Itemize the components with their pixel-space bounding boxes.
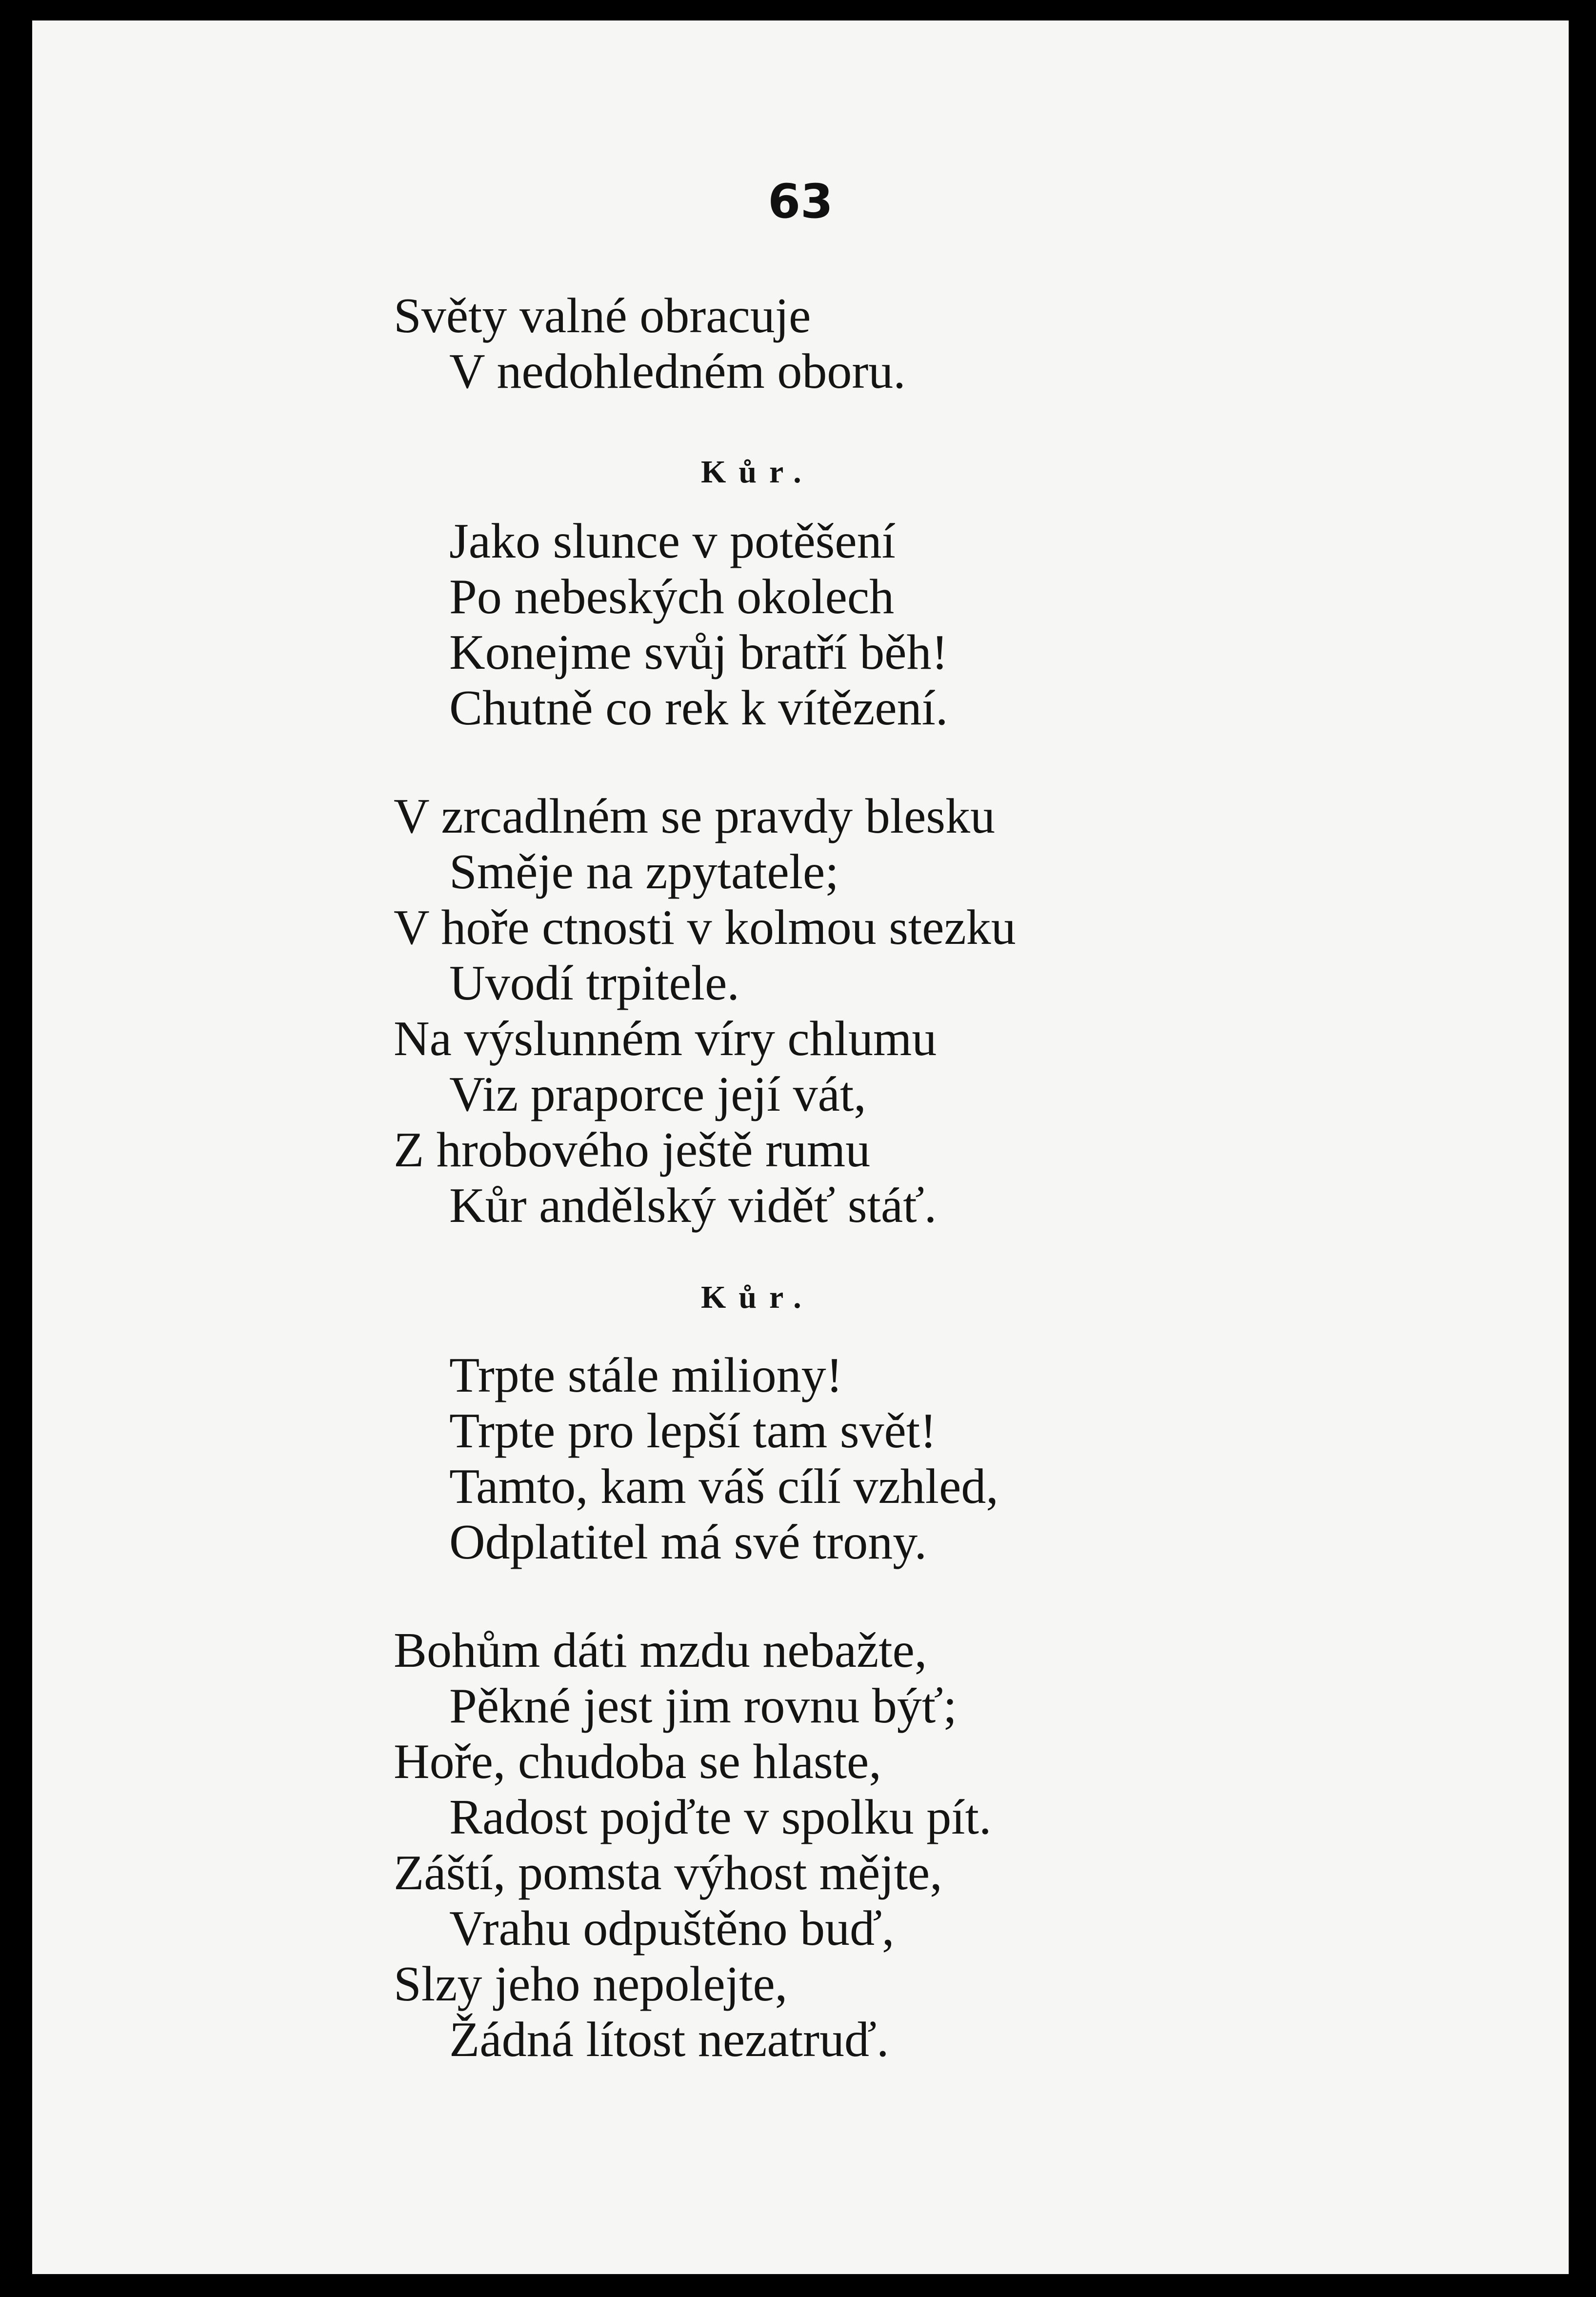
poem-line: V nedohledném oboru.	[449, 344, 906, 399]
poem-line: Chutně co rek k vítězení.	[449, 680, 948, 736]
poem-line: Viz praporce její vát,	[449, 1067, 866, 1122]
poem-line: Radost pojďte v spolku pít.	[449, 1790, 992, 1845]
poem-line: Jako slunce v potěšení	[449, 514, 896, 569]
page-number: 63	[768, 174, 833, 229]
poem-line: Trpte stále miliony!	[449, 1348, 843, 1403]
poem-line: V zrcadlném se pravdy blesku	[394, 789, 996, 844]
poem-line: Žádná lítost nezatruď.	[449, 2012, 889, 2067]
poem-line: Vrahu odpuštěno buď,	[449, 1901, 895, 1956]
poem-line: Hoře, chudoba se hlaste,	[394, 1734, 881, 1789]
poem-line: Z hrobového ještě rumu	[394, 1122, 871, 1178]
poem-line: Tamto, kam váš cílí vzhled,	[449, 1459, 998, 1514]
poem-line: Záští, pomsta výhost mějte,	[394, 1845, 942, 1900]
poem-line: Kůr andělský viděť stáť.	[449, 1178, 937, 1233]
poem	[32, 20, 1569, 2274]
poem-line: Konejme svůj bratří běh!	[449, 625, 948, 680]
poem-line: Světy valné obracuje	[394, 288, 811, 343]
poem-line: Pěkné jest jim rovnu býť;	[449, 1678, 957, 1734]
poem-line: Uvodí trpitele.	[449, 956, 739, 1011]
poem-line: Slzy jeho nepolejte,	[394, 1957, 788, 2012]
poem-line: Bohům dáti mzdu nebažte,	[394, 1623, 927, 1678]
poem-line: Trpte pro lepší tam svět!	[449, 1403, 937, 1458]
poem-line: Směje na zpytatele;	[449, 844, 839, 899]
poem-line: Po nebeských okolech	[449, 569, 895, 624]
book-page	[32, 20, 1569, 2274]
poem-line: Odplatitel má své trony.	[449, 1515, 927, 1570]
chorus-heading: Kůr.	[701, 454, 814, 490]
poem-line: V hoře ctnosti v kolmou stezku	[394, 900, 1016, 955]
poem-line: Na výslunném víry chlumu	[394, 1011, 937, 1066]
chorus-heading: Kůr.	[701, 1279, 814, 1315]
